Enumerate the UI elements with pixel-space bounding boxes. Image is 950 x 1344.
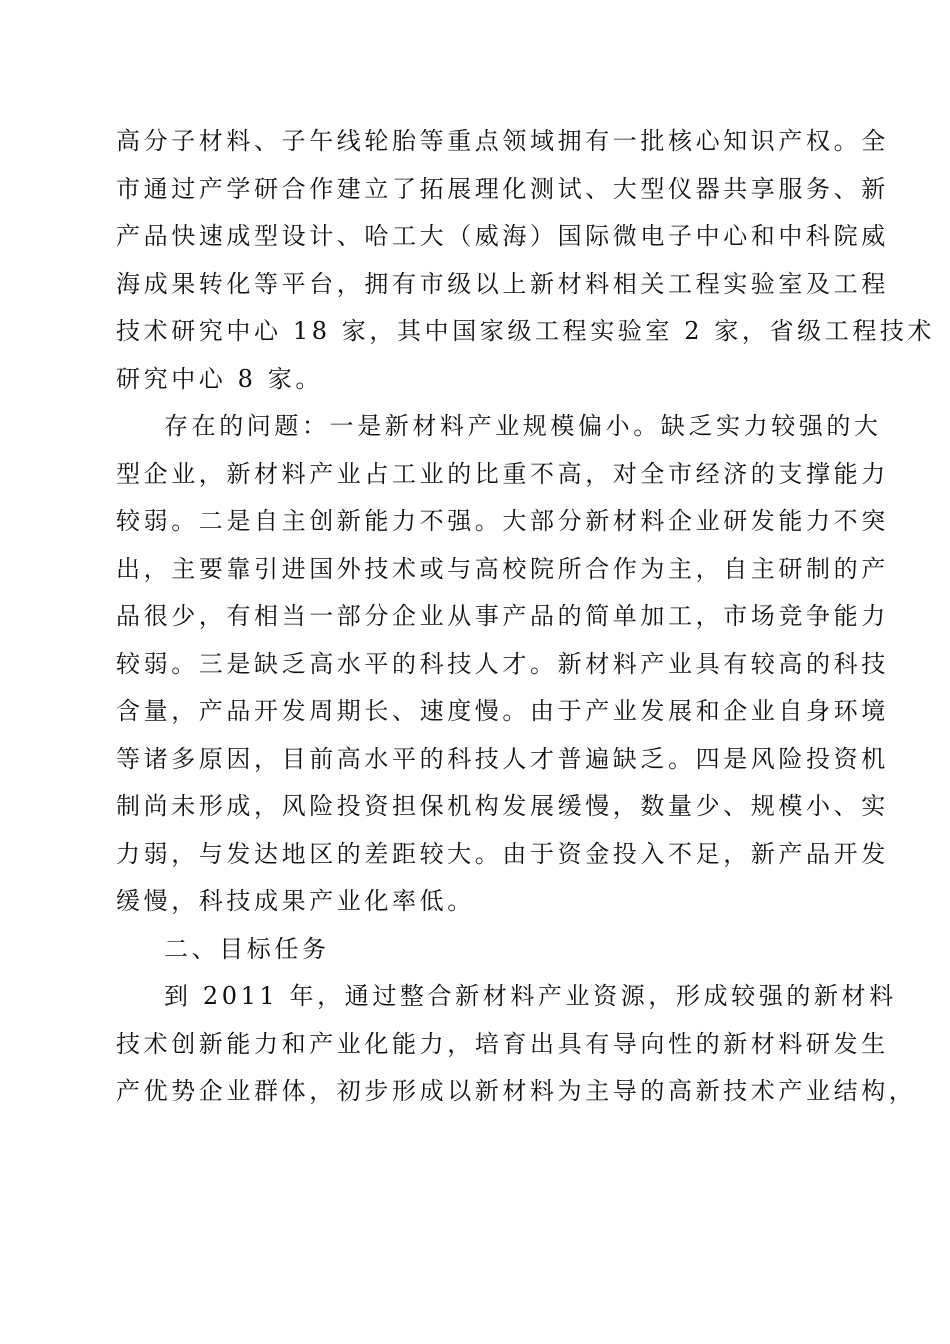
section-heading: 二、目标任务	[164, 934, 330, 963]
text-line: 高分子材料、子午线轮胎等重点领域拥有一批核心知识产权。全	[116, 127, 889, 155]
text-line: 品很少，有相当一部分企业从事产品的简单加工，市场竞争能力	[116, 602, 889, 630]
text-line: 型企业，新材料产业占工业的比重不高，对全市经济的支撑能力	[116, 459, 889, 488]
text-line: 产品快速成型设计、哈工大（威海）国际微电子中心和中科院威	[116, 222, 889, 250]
text-line: 研究中心 8 家。	[116, 364, 323, 393]
text-line: 海成果转化等平台，拥有市级以上新材料相关工程实验室及工程	[116, 269, 889, 298]
text-line: 力弱，与发达地区的差距较大。由于资金投入不足，新产品开发	[116, 839, 889, 868]
text-line: 市通过产学研合作建立了拓展理化测试、大型仪器共享服务、新	[116, 174, 889, 203]
text-line: 等诸多原因，目前高水平的科技人才普遍缺乏。四是风险投资机	[116, 744, 889, 773]
text-line: 较弱。二是自主创新能力不强。大部分新材料企业研发能力不突	[116, 507, 889, 535]
text-line: 技术研究中心 18 家，其中国家级工程实验室 2 家，省级工程技术	[116, 317, 936, 345]
paragraph-start-line: 到 2011 年，通过整合新材料产业资源，形成较强的新材料	[164, 982, 897, 1010]
text-line: 出，主要靠引进国外技术或与高校院所合作为主，自主研制的产	[116, 554, 889, 583]
text-line: 较弱。三是缺乏高水平的科技人才。新材料产业具有较高的科技	[116, 649, 889, 678]
paragraph-start-line: 存在的问题：一是新材料产业规模偏小。缺乏实力较强的大	[164, 412, 882, 440]
text-line: 缓慢，科技成果产业化率低。	[116, 887, 475, 915]
text-line: 含量，产品开发周期长、速度慢。由于产业发展和企业自身环境	[116, 697, 889, 725]
text-line: 技术创新能力和产业化能力，培育出具有导向性的新材料研发生	[116, 1029, 889, 1058]
text-line: 制尚未形成，风险投资担保机构发展缓慢，数量少、规模小、实	[116, 792, 889, 820]
document-body	[116, 118, 936, 1116]
text-line: 产优势企业群体，初步形成以新材料为主导的高新技术产业结构，	[116, 1077, 917, 1105]
